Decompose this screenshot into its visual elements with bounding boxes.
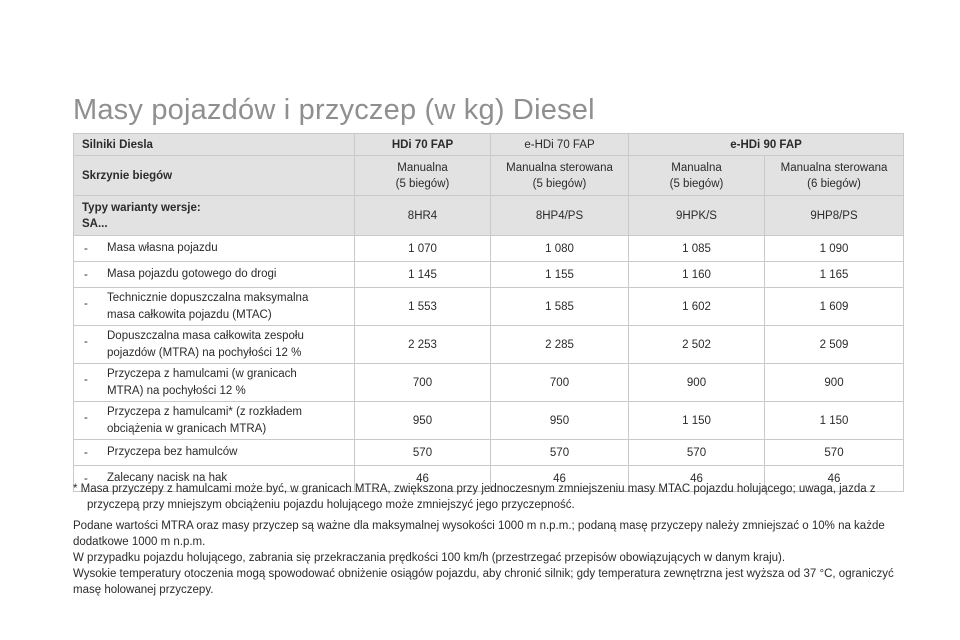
row-label-line: Technicznie dopuszczalna maksymalna xyxy=(107,291,309,304)
gearbox-type: Manualna sterowana xyxy=(506,161,613,174)
note-paragraph: W przypadku pojazdu holującego, zabrania się przekraczania prędkości 100 km/h (przestrzegać przepisów obowiązujących w danym kraju). xyxy=(73,552,786,564)
table-cell: 1 090 xyxy=(765,236,904,262)
gearbox-type: Manualna xyxy=(671,161,722,174)
table-cell: 1 602 xyxy=(629,288,765,326)
table-cell: 1 145 xyxy=(355,262,491,288)
table-row xyxy=(74,326,904,364)
gearbox-cell xyxy=(491,156,629,196)
table-cell: 1 150 xyxy=(629,402,765,440)
table-cell: 2 509 xyxy=(765,326,904,364)
table-cell: 570 xyxy=(629,440,765,466)
gearbox-row xyxy=(74,156,904,196)
variant-label-line: Typy warianty wersje: xyxy=(82,201,201,214)
gearbox-speeds: (5 biegów) xyxy=(395,177,450,190)
table-cell: 46 xyxy=(629,466,765,492)
row-label: - Technicznie dopuszczalna maksymalna masa całkowita pojazdu (MTAC) xyxy=(74,288,355,326)
row-label: - Przyczepa z hamulcami* (z rozkładem obciążenia w granicach MTRA) xyxy=(74,402,355,440)
table-cell: 1 150 xyxy=(765,402,904,440)
table-row xyxy=(74,364,904,402)
row-label-line: masa całkowita pojazdu (MTAC) xyxy=(107,308,272,321)
variant-code: 9HP8/PS xyxy=(765,196,904,236)
gearbox-cell xyxy=(629,156,765,196)
table-cell: 950 xyxy=(355,402,491,440)
table-cell: 2 502 xyxy=(629,326,765,364)
row-label: - Przyczepa bez hamulców xyxy=(74,440,355,466)
row-label-line: obciążenia w granicach MTRA) xyxy=(107,422,267,435)
table-cell: 1 160 xyxy=(629,262,765,288)
gearbox-type: Manualna xyxy=(397,161,448,174)
gearbox-label: Skrzynie biegów xyxy=(74,156,355,196)
page-title: Masy pojazdów i przyczep (w kg) Diesel xyxy=(73,94,595,126)
note-paragraph: Wysokie temperatury otoczenia mogą spowodować obniżenie osiągów pojazdu, aby chronić silnik; gdy temperatura zewnętrzna jest wyższa od 37 °C, ograniczyć masę holowanej przyczepy. xyxy=(73,568,894,596)
table-cell: 46 xyxy=(491,466,629,492)
variant-label-line: SA... xyxy=(82,217,108,230)
engine-name xyxy=(491,134,629,156)
row-label-line: Masa pojazdu gotowego do drogi xyxy=(107,268,277,280)
table-cell: 1 165 xyxy=(765,262,904,288)
table-cell: 1 553 xyxy=(355,288,491,326)
variant-code: 8HP4/PS xyxy=(491,196,629,236)
engine-header-label: Silniki Diesla xyxy=(74,134,355,156)
variant-code: 8HR4 xyxy=(355,196,491,236)
table-row xyxy=(74,440,904,466)
table-row xyxy=(74,262,904,288)
gearbox-speeds: (6 biegów) xyxy=(807,177,861,190)
table-cell: 2 285 xyxy=(491,326,629,364)
table-cell: 1 080 xyxy=(491,236,629,262)
table-cell: 950 xyxy=(491,402,629,440)
gearbox-cell xyxy=(355,156,491,196)
footnote: * Masa przyczepy z hamulcami może być, w granicach MTRA, zwiększona przy jednoczesnym zmniejszeniu masy MTAC pojazdu holującego; uwaga, jazda z przyczepą przy mniejszym obciążeniu pojazdu holującego może zmniejszyć jego przyczepność. xyxy=(73,483,876,511)
engine-name: e-HDi 90 FAP xyxy=(629,134,904,156)
variant-label xyxy=(74,196,355,236)
table-row xyxy=(74,402,904,440)
table-cell: 46 xyxy=(355,466,491,492)
notes-block xyxy=(73,518,908,598)
table-cell: 700 xyxy=(355,364,491,402)
table-row xyxy=(74,236,904,262)
row-label: - Zalecany nacisk na hak xyxy=(74,466,355,492)
engine-name: HDi 70 FAP xyxy=(355,134,491,156)
row-label: - Przyczepa z hamulcami (w granicach MTRA) na pochyłości 12 % xyxy=(74,364,355,402)
variant-row xyxy=(74,196,904,236)
table-cell: 570 xyxy=(765,440,904,466)
gearbox-speeds: (5 biegów) xyxy=(669,177,724,190)
table-cell: 1 070 xyxy=(355,236,491,262)
row-label-line: Zalecany nacisk na hak xyxy=(107,472,228,484)
table-cell: 46 xyxy=(765,466,904,492)
row-label-line: Przyczepa z hamulcami (w granicach xyxy=(107,367,297,380)
table-cell: 570 xyxy=(355,440,491,466)
row-label: - Masa własna pojazdu xyxy=(74,236,355,262)
table-cell: 700 xyxy=(491,364,629,402)
table-cell: 2 253 xyxy=(355,326,491,364)
table-cell: 1 155 xyxy=(491,262,629,288)
note-paragraph: Podane wartości MTRA oraz masy przyczep są ważne dla maksymalnej wysokości 1000 m n.p.m.; podaną masę przyczepy należy zmniejszać o 10% na każde dodatkowe 1000 m n.p.m. xyxy=(73,520,885,548)
row-label-line: Przyczepa bez hamulców xyxy=(107,446,238,458)
table-cell: 1 085 xyxy=(629,236,765,262)
row-label: - Dopuszczalna masa całkowita zespołu pojazdów (MTRA) na pochyłości 12 % xyxy=(74,326,355,364)
gearbox-cell xyxy=(765,156,904,196)
row-label-line: Przyczepa z hamulcami* (z rozkładem xyxy=(107,405,302,418)
gearbox-type: Manualna sterowana xyxy=(780,161,888,174)
table-cell: 1 609 xyxy=(765,288,904,326)
variant-code: 9HPK/S xyxy=(629,196,765,236)
row-label-line: Dopuszczalna masa całkowita zespołu xyxy=(107,329,304,342)
row-label: - Masa pojazdu gotowego do drogi xyxy=(74,262,355,288)
row-label-line: MTRA) na pochyłości 12 % xyxy=(107,384,246,397)
table-cell: 900 xyxy=(765,364,904,402)
gearbox-speeds: (5 biegów) xyxy=(532,177,587,190)
row-label-line: Masa własna pojazdu xyxy=(107,242,218,254)
row-label-line: pojazdów (MTRA) na pochyłości 12 % xyxy=(107,346,302,359)
engine-name-text: e-HDi 70 FAP xyxy=(524,138,595,151)
mass-table xyxy=(73,133,904,492)
table-cell: 570 xyxy=(491,440,629,466)
table-cell: 1 585 xyxy=(491,288,629,326)
table-cell: 900 xyxy=(629,364,765,402)
engine-header-row xyxy=(74,134,904,156)
table-row xyxy=(74,288,904,326)
